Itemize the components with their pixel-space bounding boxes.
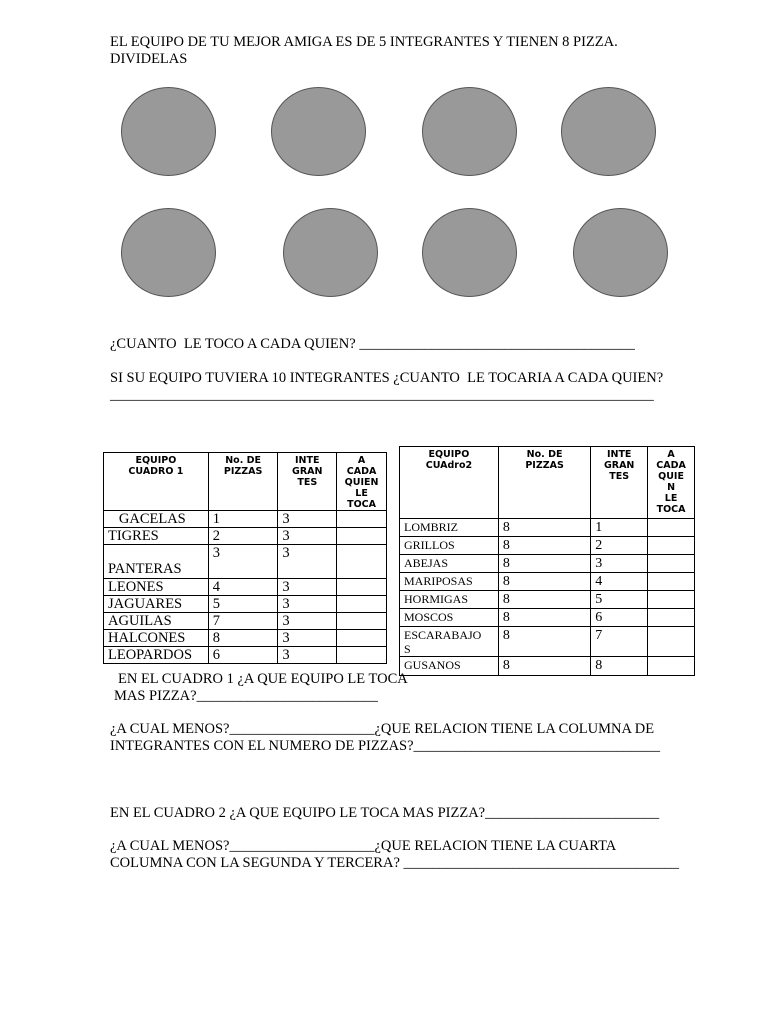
header-equipo: EQUIPO CUADRO 1 xyxy=(104,453,209,511)
table-row xyxy=(400,573,695,591)
team-name: ABEJAS xyxy=(400,555,499,573)
members-cell: 3 xyxy=(278,596,337,613)
members-cell: 3 xyxy=(278,511,337,528)
table-row xyxy=(104,545,387,579)
team-name: LOMBRIZ xyxy=(400,519,499,537)
table-row xyxy=(104,511,387,528)
answer-cell[interactable] xyxy=(337,528,387,545)
members-cell: 3 xyxy=(278,545,337,579)
team-name: ESCARABAJO S xyxy=(400,627,499,657)
pizzas-cell: 8 xyxy=(498,591,590,609)
pizza-circle xyxy=(271,87,366,176)
table-cuadro-1 xyxy=(103,452,387,664)
answer-cell[interactable] xyxy=(648,537,695,555)
question-3-line-1: EN EL CUADRO 1 ¿A QUE EQUIPO LE TOCA xyxy=(118,671,408,687)
answer-cell[interactable] xyxy=(648,657,695,676)
pizza-circle xyxy=(121,87,216,176)
members-cell: 3 xyxy=(278,630,337,647)
members-cell: 6 xyxy=(591,609,648,627)
pizzas-cell: 1 xyxy=(208,511,278,528)
answer-cell[interactable] xyxy=(337,647,387,664)
pizzas-cell: 8 xyxy=(498,627,590,657)
team-name: GRILLOS xyxy=(400,537,499,555)
table-row xyxy=(104,596,387,613)
table-row xyxy=(400,591,695,609)
intro-line-1: EL EQUIPO DE TU MEJOR AMIGA ES DE 5 INTEGRANTES Y TIENEN 8 PIZZA. xyxy=(110,34,618,50)
team-name: JAGUARES xyxy=(104,596,209,613)
pizzas-cell: 7 xyxy=(208,613,278,630)
pizza-circle xyxy=(561,87,656,176)
answer-cell[interactable] xyxy=(337,630,387,647)
pizzas-cell: 8 xyxy=(498,519,590,537)
members-cell: 5 xyxy=(591,591,648,609)
question-2-line-2: ___________________________________________________________________________ xyxy=(110,387,654,403)
members-cell: 8 xyxy=(591,657,648,676)
question-4-line-2: INTEGRANTES CON EL NUMERO DE PIZZAS?__________________________________ xyxy=(110,738,661,754)
answer-cell[interactable] xyxy=(648,573,695,591)
header-integrantes: INTE GRAN TES xyxy=(591,447,648,519)
members-cell: 3 xyxy=(278,528,337,545)
team-name: GUSANOS xyxy=(400,657,499,676)
pizzas-cell: 3 xyxy=(208,545,278,579)
pizza-circle xyxy=(573,208,668,297)
pizza-circle xyxy=(422,87,517,176)
table-row xyxy=(104,647,387,664)
table-row xyxy=(400,657,695,676)
answer-cell[interactable] xyxy=(648,519,695,537)
pizzas-cell: 8 xyxy=(208,630,278,647)
header-pizzas: No. DE PIZZAS xyxy=(498,447,590,519)
table-row xyxy=(104,613,387,630)
header-pizzas: No. DE PIZZAS xyxy=(208,453,278,511)
table-row xyxy=(104,630,387,647)
team-name: LEONES xyxy=(104,579,209,596)
pizza-circle xyxy=(422,208,517,297)
question-3-line-2: MAS PIZZA?_________________________ xyxy=(114,688,378,704)
team-name: HORMIGAS xyxy=(400,591,499,609)
header-equipo: EQUIPO CUAdro2 xyxy=(400,447,499,519)
answer-cell[interactable] xyxy=(337,613,387,630)
answer-cell[interactable] xyxy=(337,511,387,528)
answer-cell[interactable] xyxy=(648,555,695,573)
table-row xyxy=(104,579,387,596)
pizza-circle xyxy=(283,208,378,297)
pizzas-cell: 5 xyxy=(208,596,278,613)
answer-cell[interactable] xyxy=(648,609,695,627)
pizzas-cell: 8 xyxy=(498,657,590,676)
pizza-circle xyxy=(121,208,216,297)
team-name: PANTERAS xyxy=(104,545,209,579)
header-integrantes: INTE GRAN TES xyxy=(278,453,337,511)
members-cell: 2 xyxy=(591,537,648,555)
answer-cell[interactable] xyxy=(337,596,387,613)
members-cell: 1 xyxy=(591,519,648,537)
table-header-row xyxy=(400,447,695,519)
answer-cell[interactable] xyxy=(337,579,387,596)
table-row xyxy=(400,519,695,537)
team-name: GACELAS xyxy=(104,511,209,528)
members-cell: 4 xyxy=(591,573,648,591)
team-name: TIGRES xyxy=(104,528,209,545)
answer-cell[interactable] xyxy=(648,627,695,657)
answer-cell[interactable] xyxy=(337,545,387,579)
question-1: ¿CUANTO LE TOCO A CADA QUIEN? ______________________________________ xyxy=(110,336,635,352)
team-name: AGUILAS xyxy=(104,613,209,630)
pizzas-cell: 4 xyxy=(208,579,278,596)
members-cell: 3 xyxy=(591,555,648,573)
intro-line-2: DIVIDELAS xyxy=(110,51,188,67)
members-cell: 3 xyxy=(278,579,337,596)
table-cuadro-2 xyxy=(399,446,695,676)
answer-cell[interactable] xyxy=(648,591,695,609)
pizzas-cell: 2 xyxy=(208,528,278,545)
members-cell: 3 xyxy=(278,647,337,664)
team-name: MARIPOSAS xyxy=(400,573,499,591)
members-cell: 3 xyxy=(278,613,337,630)
question-6-line-2: COLUMNA CON LA SEGUNDA Y TERCERA? ______________________________________ xyxy=(110,855,680,871)
header-a-cada-quien: A CADA QUIEN LE TOCA xyxy=(337,453,387,511)
pizzas-cell: 8 xyxy=(498,555,590,573)
team-name: HALCONES xyxy=(104,630,209,647)
pizzas-cell: 6 xyxy=(208,647,278,664)
pizzas-cell: 8 xyxy=(498,609,590,627)
table-header-row xyxy=(104,453,387,511)
table-row xyxy=(104,528,387,545)
question-6-line-1: ¿A CUAL MENOS?____________________¿QUE RELACION TIENE LA CUARTA xyxy=(110,838,617,854)
table-row xyxy=(400,609,695,627)
table-row xyxy=(400,537,695,555)
question-5: EN EL CUADRO 2 ¿A QUE EQUIPO LE TOCA MAS PIZZA?________________________ xyxy=(110,805,660,821)
question-2-line-1: SI SU EQUIPO TUVIERA 10 INTEGRANTES ¿CUANTO LE TOCARIA A CADA QUIEN? xyxy=(110,370,664,386)
table-row xyxy=(400,627,695,657)
team-name: LEOPARDOS xyxy=(104,647,209,664)
team-name: MOSCOS xyxy=(400,609,499,627)
pizzas-cell: 8 xyxy=(498,537,590,555)
question-4-line-1: ¿A CUAL MENOS?____________________¿QUE RELACION TIENE LA COLUMNA DE xyxy=(110,721,655,737)
members-cell: 7 xyxy=(591,627,648,657)
table-row xyxy=(400,555,695,573)
pizzas-cell: 8 xyxy=(498,573,590,591)
header-a-cada-quien: A CADA QUIE N LE TOCA xyxy=(648,447,695,519)
